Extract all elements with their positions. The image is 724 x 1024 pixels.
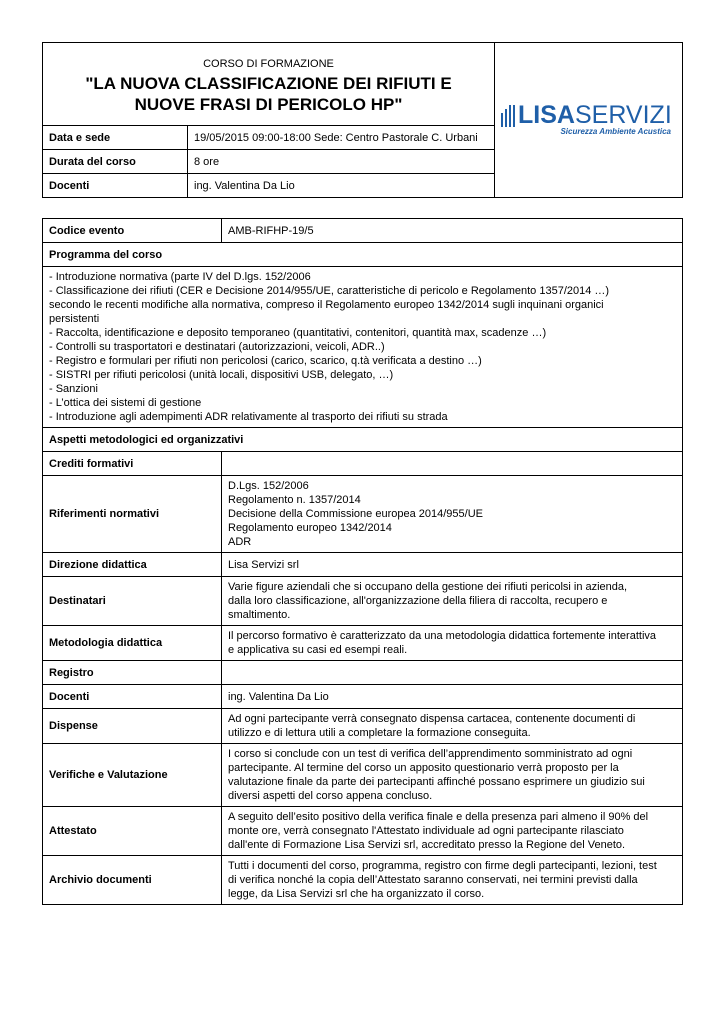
program-line: - Introduzione normativa (parte IV del D.lgs. 152/2006 — [49, 271, 311, 283]
program-line: - SISTRI per rifiuti pericolosi (unità locali, dispositivi USB, delegato, …) — [49, 369, 394, 381]
row-metodologia — [43, 626, 683, 661]
value-line: dalla loro classificazione, all'organizzazione della filiera di raccolta, recupero e — [228, 595, 608, 607]
row-aspetti — [43, 428, 683, 452]
value-line: dall'ente di Formazione Lisa Servizi srl, accreditato presso la Regione del Veneto. — [228, 839, 626, 851]
info-label: Data e sede — [43, 126, 188, 150]
value-line: Regolamento n. 1357/2014 — [228, 494, 361, 506]
field-label: Riferimenti normativi — [43, 476, 222, 553]
value-line: e applicativa su casi ed esempi reali. — [228, 644, 408, 656]
field-label: Metodologia didattica — [43, 626, 222, 661]
row-docenti — [43, 685, 683, 709]
program-content — [43, 267, 683, 428]
row-destinatari — [43, 577, 683, 626]
row-codice-evento — [43, 219, 683, 243]
field-label: Registro — [43, 661, 222, 685]
row-archivio — [43, 856, 683, 905]
program-line: - Controlli su trasportatori e destinatari (autorizzazioni, veicoli, ADR..) — [49, 341, 385, 353]
field-value: Lisa Servizi srl — [222, 553, 683, 577]
field-label: Crediti formativi — [43, 452, 222, 476]
row-registro — [43, 661, 683, 685]
course-title-cell — [43, 43, 495, 126]
program-line: persistenti — [49, 313, 100, 325]
info-value: 19/05/2015 09:00-18:00 Sede: Centro Pastorale C. Urbani — [188, 126, 495, 150]
field-label: Destinatari — [43, 577, 222, 626]
row-dispense — [43, 709, 683, 744]
course-title-line-2: NUOVE FRASI DI PERICOLO HP" — [134, 95, 403, 114]
field-value — [222, 856, 683, 905]
field-value — [222, 452, 683, 476]
info-label: Durata del corso — [43, 150, 188, 174]
field-value — [222, 807, 683, 856]
field-value: ing. Valentina Da Lio — [222, 685, 683, 709]
logo-word-servizi: SERVIZI — [574, 101, 672, 129]
field-value — [222, 744, 683, 807]
section-heading: Aspetti metodologici ed organizzativi — [43, 428, 683, 452]
row-attestato — [43, 807, 683, 856]
row-programma-label — [43, 243, 683, 267]
field-value — [222, 626, 683, 661]
row-crediti — [43, 452, 683, 476]
row-verifiche — [43, 744, 683, 807]
value-line: I corso si conclude con un test di verifica dell’apprendimento somministrato ad ogni — [228, 748, 633, 760]
program-line: - Introduzione agli adempimenti ADR relativamente al trasporto dei rifiuti su strada — [49, 411, 448, 423]
row-direzione — [43, 553, 683, 577]
logo-cell — [495, 43, 683, 198]
section-heading: Programma del corso — [43, 243, 683, 267]
field-label: Codice evento — [43, 219, 222, 243]
value-line: Tutti i documenti del corso, programma, registro con firme degli partecipanti, lezioni, test — [228, 860, 657, 872]
course-details-table — [42, 218, 683, 905]
field-value: AMB-RIFHP-19/5 — [222, 219, 683, 243]
value-line: smaltimento. — [228, 609, 291, 621]
field-label: Direzione didattica — [43, 553, 222, 577]
value-line: diversi aspetti del corso appena concluso. — [228, 790, 433, 802]
value-line: legge, da Lisa Servizi srl che ha organizzato il corso. — [228, 888, 485, 900]
program-line: secondo le recenti modifiche alla normativa, compreso il Regolamento europeo 1342/2014 sugli inquinani organici — [49, 299, 604, 311]
program-line: - Registro e formulari per rifiuti non pericolosi (carico, scarico, q.tà verificata a destino …) — [49, 355, 482, 367]
program-line: - Sanzioni — [49, 383, 98, 395]
course-title — [49, 73, 488, 115]
field-label: Attestato — [43, 807, 222, 856]
field-value — [222, 577, 683, 626]
field-label: Docenti — [43, 685, 222, 709]
field-value — [222, 476, 683, 553]
value-line: A seguito dell’esito positivo della verifica finale e della presenza pari almeno il 90% del — [228, 811, 649, 823]
program-line: - L’ottica dei sistemi di gestione — [49, 397, 202, 409]
value-line: utilizzo e di lettura utili a completare la formazione conseguita. — [228, 727, 531, 739]
course-kicker: CORSO DI FORMAZIONE — [203, 58, 334, 70]
course-title-line-1: "LA NUOVA CLASSIFICAZIONE DEI RIFIUTI E — [85, 74, 452, 93]
program-line: - Raccolta, identificazione e deposito temporaneo (quantitativi, contenitori, quantità max, scadenze …) — [49, 327, 547, 339]
logo-tagline: Sicurezza Ambiente Acustica — [560, 127, 672, 136]
field-label: Archivio documenti — [43, 856, 222, 905]
field-value — [222, 709, 683, 744]
info-label: Docenti — [43, 174, 188, 198]
value-line: valutazione finale da parte dei partecipanti affinché possano esprimere un giudizio sui — [228, 776, 645, 788]
value-line: partecipante. Al termine del corso un apposito questionario verrà proposto per la — [228, 762, 619, 774]
logo-bars-icon — [501, 105, 515, 127]
row-programma-content — [43, 267, 683, 428]
value-line: ADR — [228, 536, 252, 548]
program-line: - Classificazione dei rifiuti (CER e Decisione 2014/955/UE, caratteristiche di pericolo e Regolamento 1357/2014 …) — [49, 285, 610, 297]
value-line: monte ore, verrà consegnato l'Attestato individuale ad ogni partecipante rilasciato — [228, 825, 624, 837]
company-logo — [501, 103, 681, 137]
row-riferimenti — [43, 476, 683, 553]
course-header-table — [42, 42, 683, 198]
value-line: Ad ogni partecipante verrà consegnato dispensa cartacea, contenente documenti di — [228, 713, 636, 725]
logo-word-lisa: LISA — [518, 101, 575, 129]
value-line: D.Lgs. 152/2006 — [228, 480, 309, 492]
value-line: di verifica nonché la copia dell’Attestato saranno conservati, nei termini previsti dalla — [228, 874, 638, 886]
value-line: Decisione della Commissione europea 2014/955/UE — [228, 508, 483, 520]
field-value — [222, 661, 683, 685]
info-value: ing. Valentina Da Lio — [188, 174, 495, 198]
value-line: Regolamento europeo 1342/2014 — [228, 522, 392, 534]
value-line: Varie figure aziendali che si occupano della gestione dei rifiuti pericolsi in azienda, — [228, 581, 628, 593]
field-label: Dispense — [43, 709, 222, 744]
info-value: 8 ore — [188, 150, 495, 174]
value-line: Il percorso formativo è caratterizzato da una metodologia didattica fortemente interattiva — [228, 630, 657, 642]
field-label: Verifiche e Valutazione — [43, 744, 222, 807]
